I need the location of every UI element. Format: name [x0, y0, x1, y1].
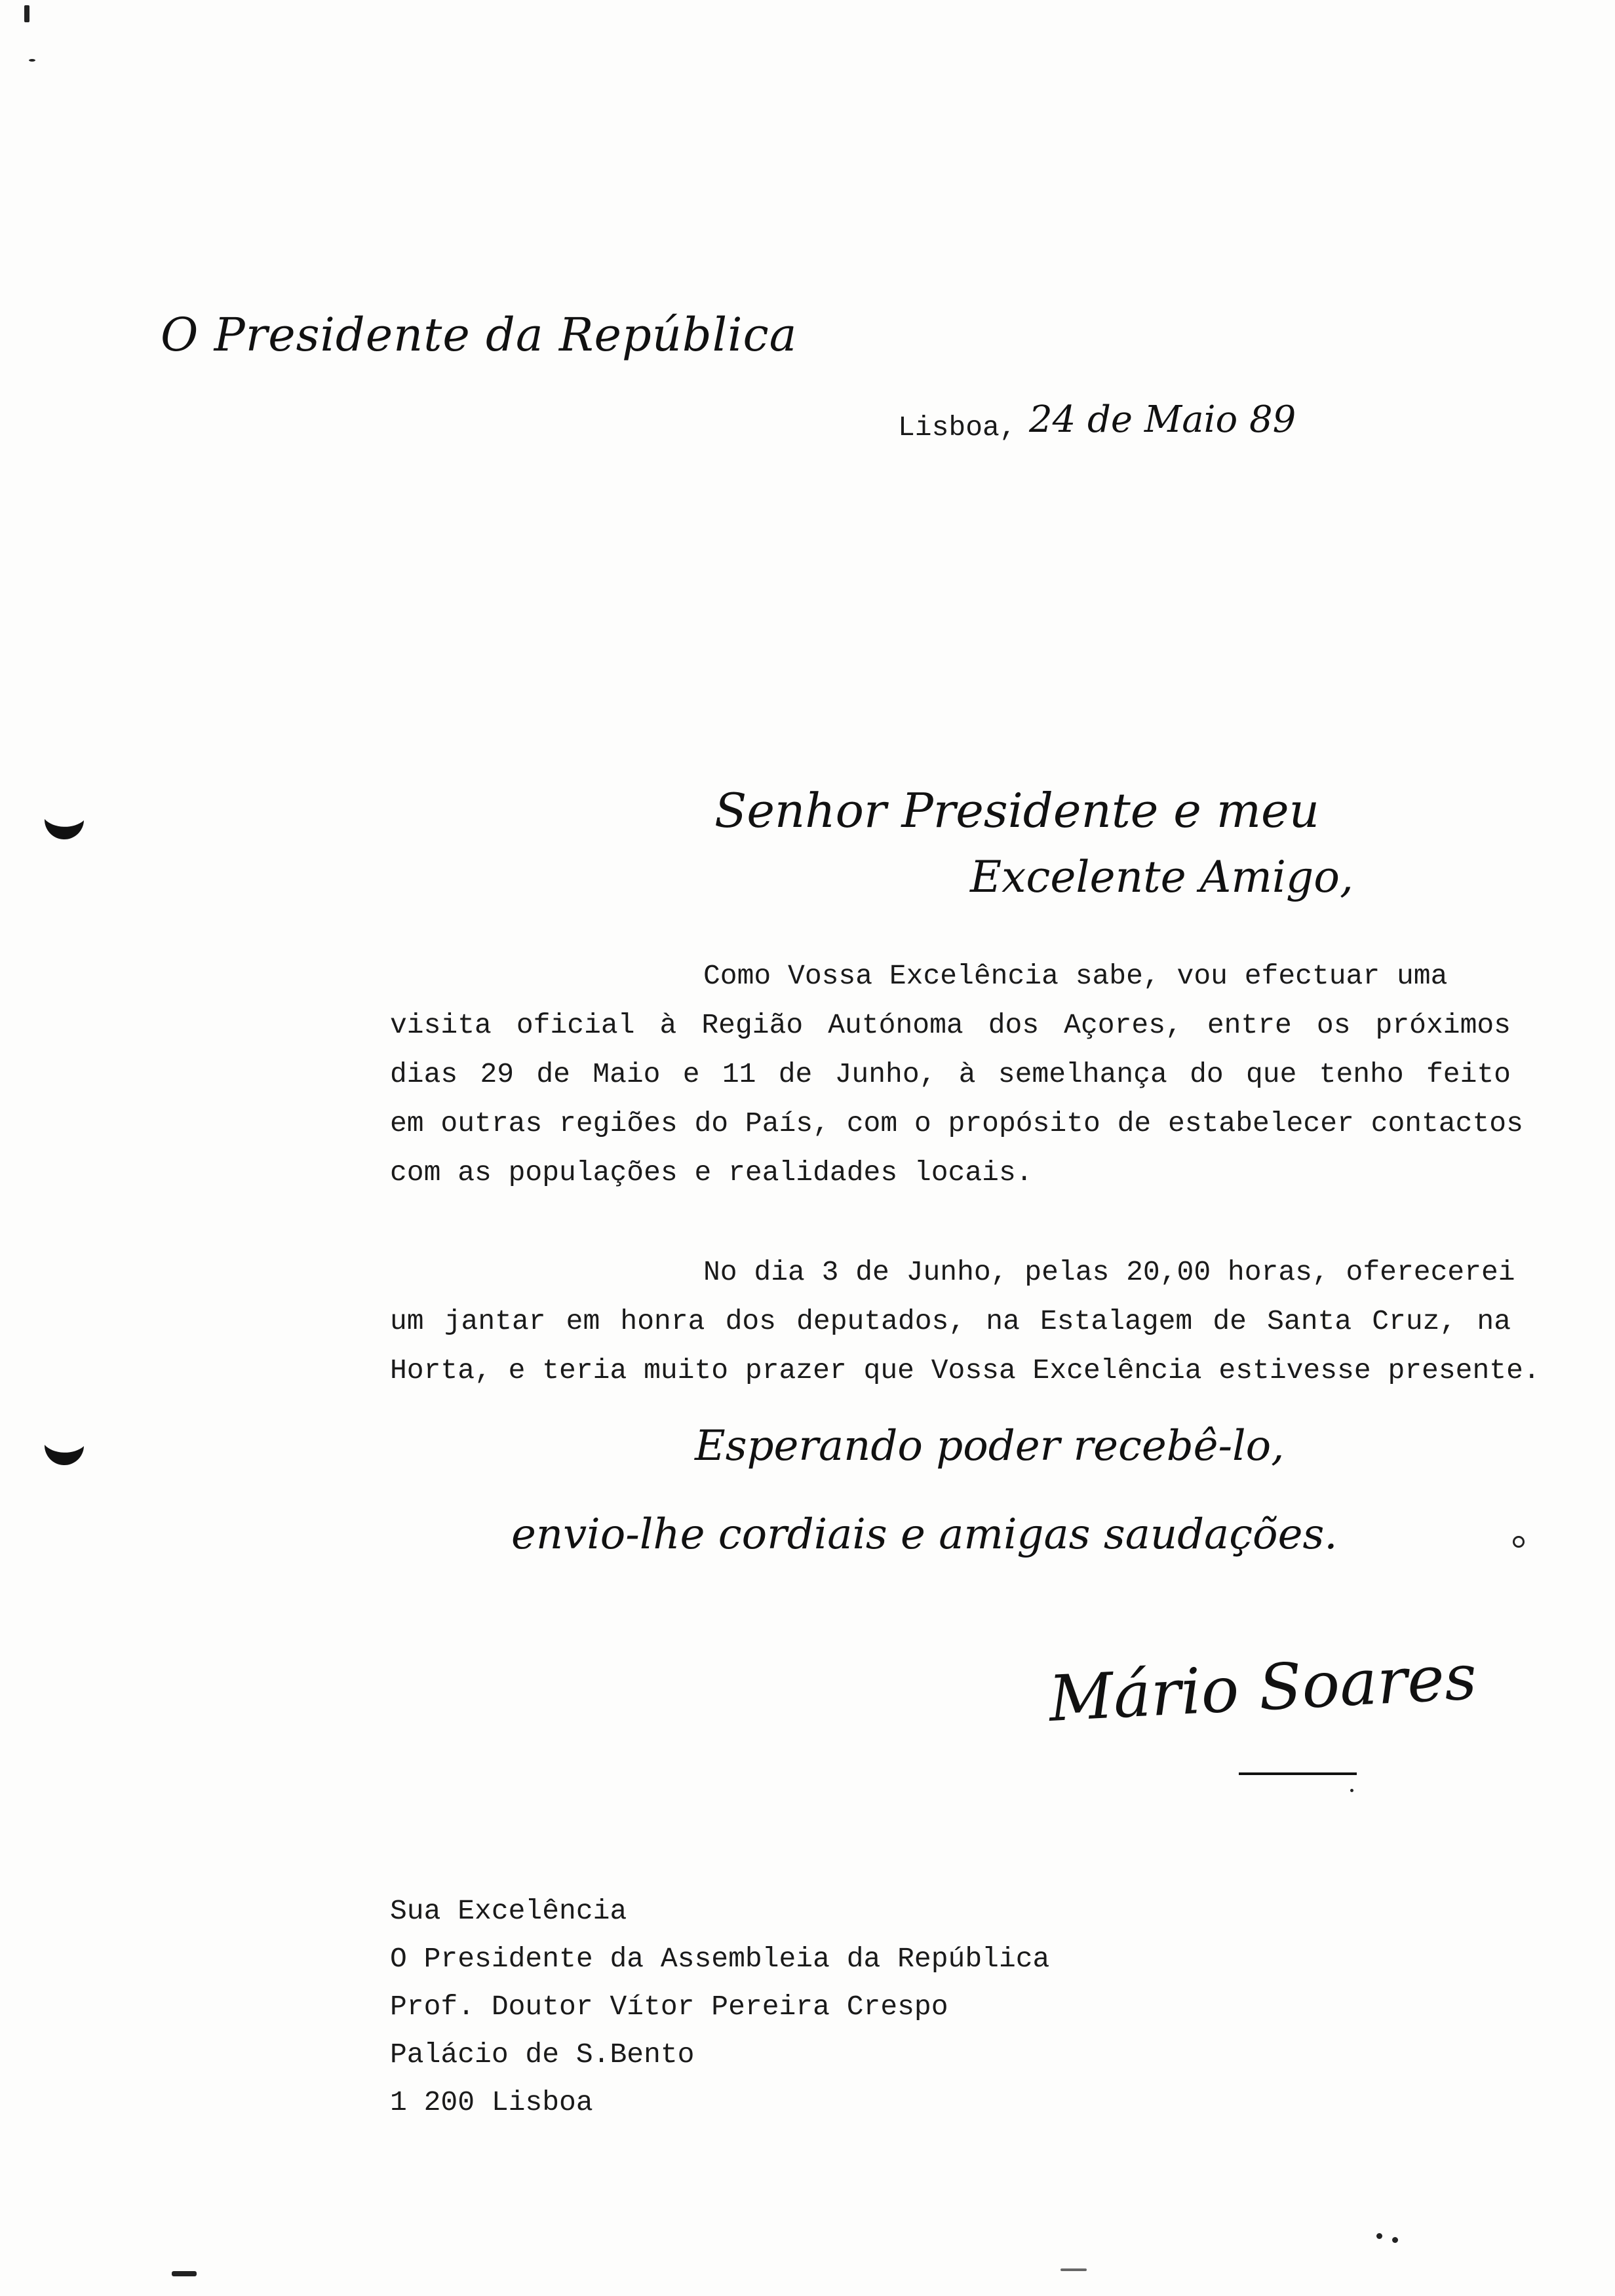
body-line: um jantar em honra dos deputados, na Estalagem de Santa Cruz, na [390, 1305, 1511, 1337]
body-line: No dia 3 de Junho, pelas 20,00 horas, oferecerei [703, 1256, 1515, 1288]
letterhead: O Presidente da República [161, 308, 798, 362]
body-line: Como Vossa Excelência sabe, vou efectuar uma [703, 960, 1448, 992]
scan-speck [1376, 2233, 1382, 2239]
body-paragraph-2 [390, 1248, 1540, 1395]
body-paragraph-1 [390, 951, 1523, 1197]
punch-hole-mark-icon [39, 806, 89, 856]
address-line: Palácio de S.Bento [390, 2038, 695, 2071]
punch-hole-mark-icon [39, 1432, 89, 1482]
closing-line-2: envio-lhe cordiais e amigas saudações. [511, 1510, 1338, 1559]
body-line: dias 29 de Maio e 11 de Junho, à semelhança do que tenho feito [390, 1058, 1511, 1090]
address-line: Sua Excelência [390, 1895, 627, 1927]
scan-speck [24, 5, 29, 22]
signature: Mário Soares [1047, 1639, 1479, 1736]
recipient-address [390, 1887, 1049, 2126]
scan-speck [1513, 1536, 1525, 1548]
address-line: Prof. Doutor Vítor Pereira Crespo [390, 1991, 948, 2023]
body-line: Horta, e teria muito prazer que Vossa Excelência estivesse presente. [390, 1354, 1540, 1387]
scan-speck [1350, 1789, 1353, 1792]
address-line: 1 200 Lisboa [390, 2086, 593, 2118]
scan-speck [29, 59, 35, 62]
place-label: Lisboa, [898, 411, 1017, 444]
scan-speck [1060, 2268, 1087, 2271]
body-line: visita oficial à Região Autónoma dos Açores, entre os próximos [390, 1009, 1511, 1041]
handwritten-date: 24 de Maio 89 [1029, 398, 1296, 441]
body-line: com as populações e realidades locais. [390, 1157, 1033, 1189]
body-line: em outras regiões do País, com o propósito de estabelecer contactos [390, 1107, 1523, 1139]
address-line: O Presidente da Assembleia da República [390, 1943, 1050, 1975]
signature-underline [1239, 1772, 1357, 1775]
scan-speck [172, 2271, 197, 2276]
scan-speck [1392, 2237, 1398, 2243]
salutation-line-1: Senhor Presidente e meu [714, 783, 1320, 838]
closing-line-1: Esperando poder recebê-lo, [695, 1422, 1285, 1470]
salutation-line-2: Excelente Amigo, [970, 852, 1353, 902]
